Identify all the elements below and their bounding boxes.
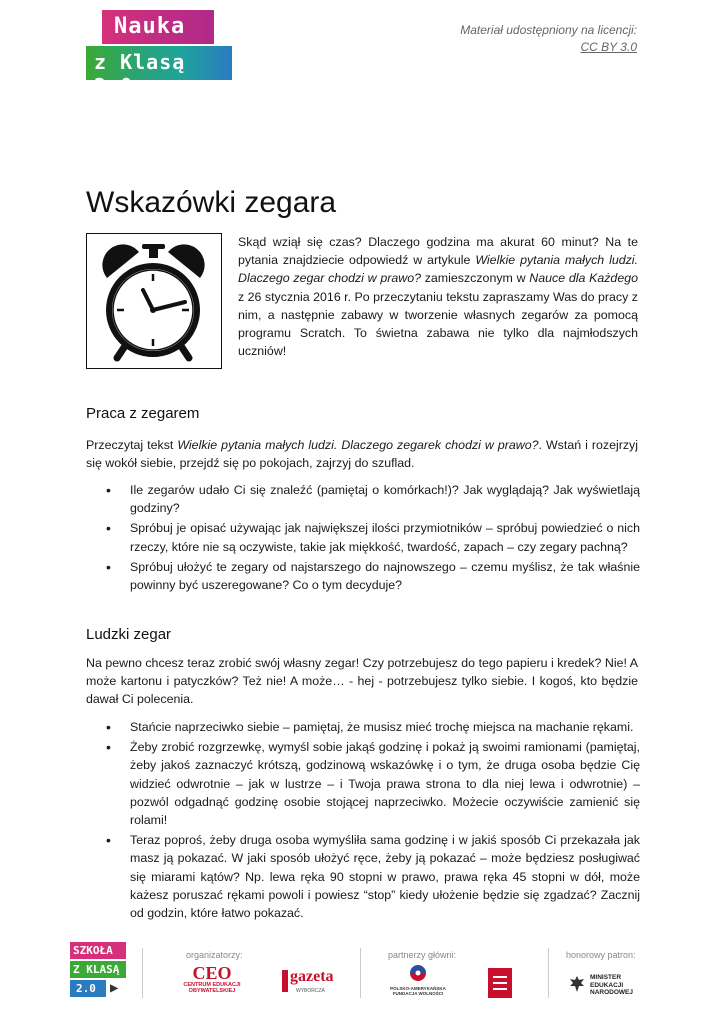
logo-line2: z Klasą 2.0 — [94, 50, 186, 98]
logo-line1: Nauka — [114, 14, 186, 39]
nauka-z-klasa-logo — [86, 10, 232, 98]
license-note — [460, 22, 637, 56]
ceo-logo: CEO CENTRUM EDUKACJI OBYWATELSKIEJ — [183, 963, 241, 994]
section-heading-praca: Praca z zegarem — [86, 405, 200, 422]
pafw-star-icon — [408, 965, 428, 981]
list-item: • Stańcie naprzeciwko siebie – pamiętaj, że musisz mieć trochę miejsca na machanie rękami. — [130, 718, 640, 736]
section2-paragraph: Na pewno chcesz teraz zrobić swój własny zegar! Czy potrzebujesz do tego papieru i kredek? Nie! A może kartonu i patyczków? Też nie! A może… - hej - potrzebujesz tylko siebie. I kogoś, kto będzie dawał Ci polecenia. — [86, 656, 638, 707]
list-item: • Żeby zrobić rozgrzewkę, wymyśl sobie jakąś godzinę i pokaż ją swoimi ramionami (pamiętaj, żeby jakoś zaznaczyć krótszą, godzinową wskazówkę i o tym, że druga osoba będzie Cię widzieć odwrotnie – jak w lustrze – i Twoja prawa strona to dla niej lewa i odwrotnie) – pozwól odgadnąć godzinę osobie stojącej naprzeciwko. Możecie oczywiście zamienić się rolami! — [130, 738, 640, 829]
partners-label: partnerzy główni: — [388, 950, 457, 960]
men-logo: MINISTER EDUKACJI NARODOWEJ — [568, 972, 648, 1000]
magazine-name: Nauce dla Każdego — [529, 271, 638, 286]
list-item: • Spróbuj ułożyć te zegary od najstarszego do najnowszego – czemu myślisz, że tak właśnie powinny być uszeregowane? Co o tym decyduje? — [130, 558, 640, 594]
organizers-label: organizatorzy: — [186, 950, 243, 960]
section-heading-ludzki-zegar: Ludzki zegar — [86, 626, 172, 643]
list-item: • Spróbuj je opisać używając jak największej ilości przymiotników – spróbuj powiedzieć o nich rzeczy, które nie są oczywiste, takie jak miękkość, twardość, zapach – czy zegary pachną? — [130, 519, 640, 555]
alarm-clock-image — [86, 233, 222, 369]
license-text: Materiał udostępniony na licencji: — [460, 23, 637, 37]
gazeta-wyborcza-logo: gazeta WYBORCZA — [282, 968, 332, 998]
license-link[interactable]: CC BY 3.0 — [580, 40, 637, 54]
section1-bullet-list — [130, 481, 640, 596]
article-title: Wielkie pytania małych ludzi. Dlaczego zegar chodzi w prawo? — [238, 253, 638, 286]
eagle-emblem-icon — [568, 974, 586, 994]
cursor-icon: ▶ — [110, 980, 119, 996]
page-title: Wskazówki zegara — [86, 186, 337, 219]
section1-paragraph: Przeczytaj tekst Wielkie pytania małych ludzi. Dlaczego zegarek chodzi w prawo?. Wstań i rozejrzyj się wokół siebie, przejdź się po pokojach, zajrzyj do szuflad. — [86, 438, 639, 471]
pafw-logo: POLSKO-AMERYKAŃSKA FUNDACJA WOLNOŚCI — [388, 965, 448, 999]
list-item: • Teraz poproś, żeby druga osoba wymyśliła sama godzinę i w jakiś sposób Ci przekazała jak masz ją pokazać. W jaki sposób ułożyć ręce, żeby ją pokazać – może będziesz posługiwać się miarami kątów? Np. lewa ręka 90 stopni w prawo, prawa ręka 45 stopni w dół, może każesz poruszać rękami powoli i powiesz “stop” kiedy ułożenie będzie się zgadzać? Zacznij od godzin, które łatwo pokazać. — [130, 831, 640, 922]
szkola-z-klasa-logo: SZKOŁA Z KLASĄ 2.0 ▶ — [70, 942, 126, 998]
list-item: • Ile zegarów udało Ci się znaleźć (pamiętaj o komórkach!)? Jak wyglądają? Jak wyświetlają godziny? — [130, 481, 640, 517]
intro-paragraph: Skąd wziął się czas? Dlaczego godzina ma akurat 60 minut? Na te pytania znajdziecie odpowiedź w artykule Wielkie pytania małych ludzi. Dlaczego zegar chodzi w prawo? zamieszczonym w Nauce dla Każdego z 26 stycznia 2016 r. Po przeczytaniu tekstu zapraszamy Was do pracy z nim, a następnie zabawy w tworzenie własnych zegarów za pomocą programu Scratch. To świetna zabawa nie tylko dla najmłodszych uczniów! — [238, 235, 638, 359]
partner-red-logo — [488, 968, 512, 998]
section2-bullet-list — [130, 718, 640, 924]
alarm-clock-icon — [87, 234, 220, 367]
patron-label: honorowy patron: — [566, 950, 636, 960]
